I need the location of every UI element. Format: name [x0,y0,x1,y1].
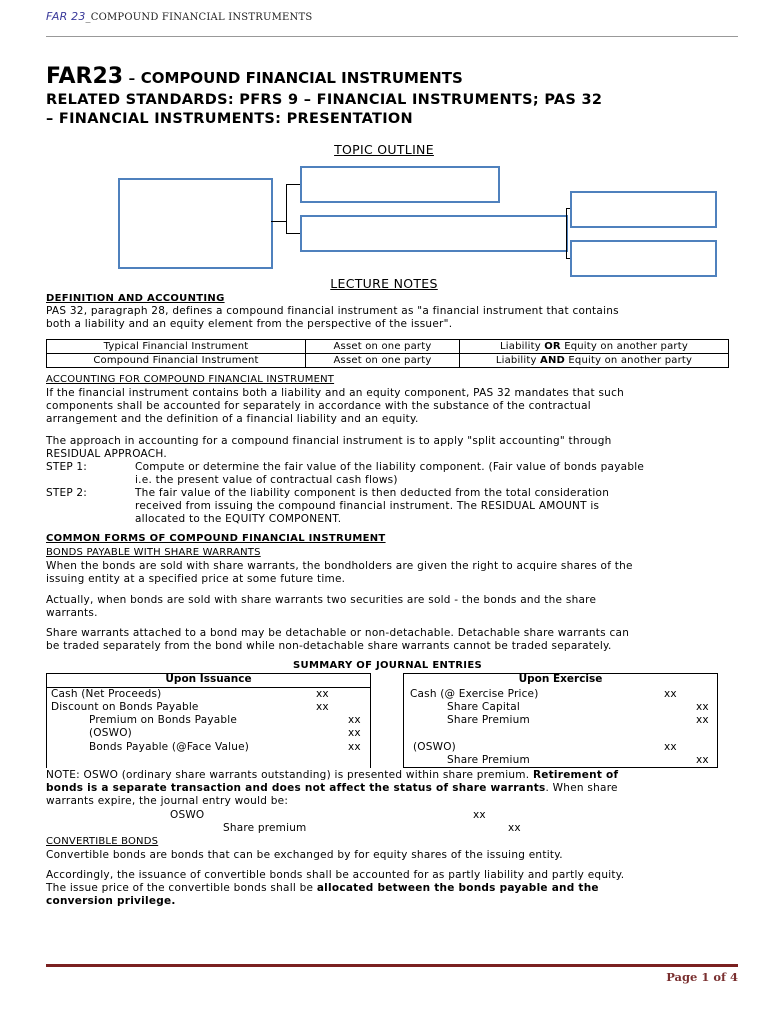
related-standards [46,91,746,129]
text-line: allocated to the EQUITY COMPONENT. [135,513,342,525]
expiry-entry-credit-account: Share premium [223,822,307,834]
journal-account: Cash (Net Proceeds) [51,688,162,700]
journal-account: Share Premium [447,754,530,766]
comparison-table [46,339,729,368]
step-2-text [135,487,729,526]
connector [566,258,570,259]
common-forms-heading: COMMON FORMS OF COMPOUND FINANCIAL INSTRUMENT [46,533,386,544]
cell-conj: OR [544,341,561,352]
journal-account: (OSWO) [89,727,132,739]
journal-credit: xx [348,741,361,753]
connector [566,208,567,258]
journal-summary-title: SUMMARY OF JOURNAL ENTRIES [293,660,482,671]
text-line: Actually, when bonds are sold with share warrants two securities are sold - the bonds and the share [46,594,597,606]
cell-text: Liability [495,355,541,366]
step-2-label: STEP 2: [46,487,88,499]
title-name: COMPOUND FINANCIAL INSTRUMENTS [140,69,463,87]
share-warrants-paragraph-2 [46,594,729,620]
table-cell: Asset on one party [306,354,460,368]
text-line: i.e. the present value of contractual cash flows) [135,474,398,486]
table-cell [460,340,729,354]
text-line: warrants expire, the journal entry would be: [46,795,289,807]
text-line [46,895,729,908]
header-code: FAR 23 [46,10,86,23]
journal-account: Discount on Bonds Payable [51,701,199,713]
journal-account: Bonds Payable (@Face Value) [89,741,250,753]
table-row [47,340,729,354]
standards-line-2: – FINANCIAL INSTRUMENTS: PRESENTATION [46,111,413,127]
text-line: The approach in accounting for a compound financial instrument is to apply "split accounting" through [46,435,612,447]
step-1-text [135,461,729,487]
outline-box-right-bottom [570,240,717,277]
expiry-entry-debit-account: OSWO [170,809,205,821]
journal-account: Share Capital [447,701,521,713]
definition-line: PAS 32, paragraph 28, defines a compound financial instrument as "a financial instrument that contains [46,305,619,317]
journal-credit: xx [696,701,709,713]
text-line: The fair value of the liability component is then deducted from the total consideration [135,487,610,499]
title-dash: – [128,72,136,87]
text-line: Compute or determine the fair value of the liability component. (Fair value of bonds payable [135,461,645,473]
topic-outline-heading: TOPIC OUTLINE [334,142,434,157]
cell-conj: AND [540,355,566,366]
expiry-entry-debit: xx [473,809,486,821]
journal-account: (OSWO) [413,741,456,753]
text-line: received from issuing the compound financial instrument. The RESIDUAL AMOUNT is [135,500,600,512]
note-bold: bonds is a separate transaction and does not affect the status of share warrants [46,782,546,794]
note-text: NOTE: OSWO (ordinary share warrants outstanding) is presented within share premium. [46,769,533,781]
text-line: arrangement and the definition of a financial liability and an equity. [46,413,419,425]
accounting-heading: ACCOUNTING FOR COMPOUND FINANCIAL INSTRUMENT [46,374,335,385]
exercise-header: Upon Exercise [518,673,603,685]
table-row [47,354,729,368]
cell-text: Liability [500,341,545,352]
header-running-title: _COMPOUND FINANCIAL INSTRUMENTS [85,12,313,23]
para-bold: conversion privilege. [46,895,176,907]
footer-divider [46,964,738,967]
note-text: . When share [545,782,618,794]
journal-account: Share Premium [447,714,530,726]
convertible-bonds-heading: CONVERTIBLE BONDS [46,836,159,847]
step-1-label: STEP 1: [46,461,88,473]
text-line [46,769,729,782]
note-bold: Retirement of [532,769,619,781]
text-line [46,882,729,895]
header-divider [46,36,738,37]
title-code: FAR23 [46,64,124,89]
convertible-paragraph-2 [46,869,729,908]
text-line: issuing entity at a specified price at some future time. [46,573,346,585]
outline-box-top [300,166,500,203]
text-line: When the bonds are sold with share warrants, the bondholders are given the right to acquire shares of the [46,560,633,572]
text-line: components shall be accounted for separately in accordance with the substance of the contractual [46,400,591,412]
text-line: If the financial instrument contains both a liability and an equity component, PAS 32 mandates that such [46,387,624,399]
connector [271,221,286,222]
text-line: be traded separately from the bond while non-detachable share warrants cannot be traded separately. [46,640,612,652]
cell-text: Equity on another party [565,355,693,366]
page-title [46,64,463,89]
para-bold: allocated between the bonds payable and the [316,882,599,894]
text-line: Accordingly, the issuance of convertible bonds shall be accounted for as partly liability and partly equity. [46,869,625,881]
journal-debit: xx [316,701,329,713]
para-text: The issue price of the convertible bonds shall be [46,882,317,894]
outline-box-root [118,178,273,269]
definition-heading: DEFINITION AND ACCOUNTING [46,293,225,304]
text-line: RESIDUAL APPROACH. [46,448,167,460]
table-cell [460,354,729,368]
journal-credit: xx [696,754,709,766]
standards-line-1: RELATED STANDARDS: PFRS 9 – FINANCIAL INSTRUMENTS; PAS 32 [46,92,603,108]
running-header [46,10,312,23]
journal-account: Premium on Bonds Payable [89,714,238,726]
text-line [46,782,729,795]
journal-credit: xx [348,727,361,739]
text-line: warrants. [46,607,98,619]
definition-paragraph [46,305,729,331]
accounting-paragraph-2 [46,435,729,461]
table-cell: Compound Financial Instrument [47,354,306,368]
journal-credit: xx [696,714,709,726]
connector [286,184,287,233]
share-warrants-paragraph-1 [46,560,729,586]
outline-box-right-top [570,191,717,228]
journal-debit: xx [664,741,677,753]
connector [566,208,570,209]
share-warrants-heading: BONDS PAYABLE WITH SHARE WARRANTS [46,547,261,558]
expiry-entry-credit: xx [508,822,521,834]
connector [286,184,300,185]
lecture-notes-heading: LECTURE NOTES [330,276,438,291]
journal-debit: xx [316,688,329,700]
share-warrants-paragraph-3 [46,627,729,653]
page-number: Page 1 of 4 [666,970,738,984]
table-cell: Typical Financial Instrument [47,340,306,354]
text-line: Share warrants attached to a bond may be detachable or non-detachable. Detachable share warrants can [46,627,630,639]
definition-line: both a liability and an equity element from the perspective of the issuer". [46,318,453,330]
table-cell: Asset on one party [306,340,460,354]
issuance-header: Upon Issuance [165,673,252,685]
connector [286,233,300,234]
accounting-paragraph-1 [46,387,729,426]
outline-box-middle [300,215,568,252]
journal-account: Cash (@ Exercise Price) [410,688,539,700]
cell-text: Equity on another party [560,341,688,352]
journal-debit: xx [664,688,677,700]
oswo-note [46,769,729,808]
convertible-paragraph-1: Convertible bonds are bonds that can be exchanged by for equity shares of the issuing entity. [46,849,563,861]
journal-credit: xx [348,714,361,726]
